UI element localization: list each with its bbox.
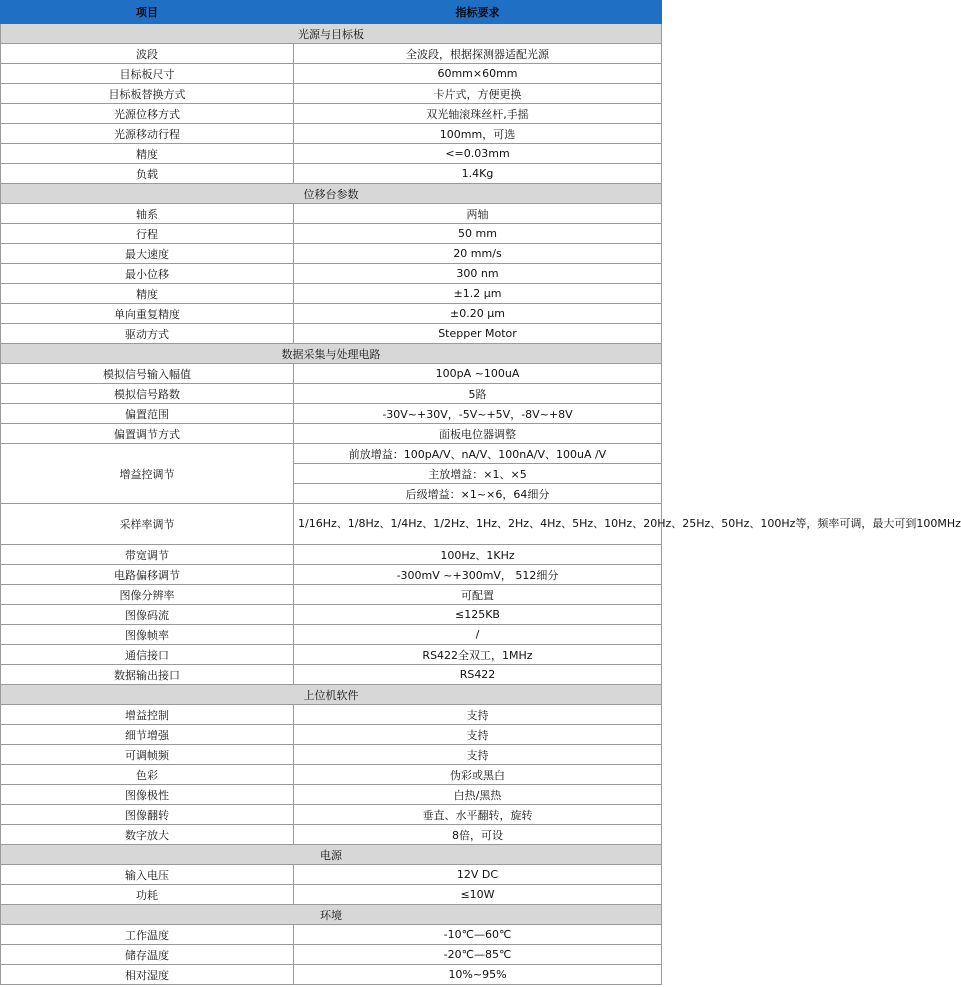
value-cell: 后级增益：×1~×6，64细分 (294, 484, 662, 504)
table-row (1, 324, 662, 344)
value-cell: 20 mm/s (294, 244, 662, 264)
table-row (1, 64, 662, 84)
table-row (1, 865, 662, 885)
table-row (1, 284, 662, 304)
value-cell: <=0.03mm (294, 144, 662, 164)
item-cell: 单向重复精度 (1, 304, 294, 324)
table-row (1, 925, 662, 945)
item-cell: 功耗 (1, 885, 294, 905)
table-row (1, 364, 662, 384)
value-cell: -10℃—60℃ (294, 925, 662, 945)
item-cell: 模拟信号路数 (1, 384, 294, 404)
item-cell: 储存温度 (1, 945, 294, 965)
item-cell: 光源位移方式 (1, 104, 294, 124)
value-cell: 60mm×60mm (294, 64, 662, 84)
table-row (1, 745, 662, 765)
item-cell: 通信接口 (1, 645, 294, 665)
item-cell: 精度 (1, 144, 294, 164)
table-row (1, 404, 662, 424)
value-cell: 支持 (294, 705, 662, 725)
item-cell: 偏置范围 (1, 404, 294, 424)
value-cell: 卡片式，方便更换 (294, 84, 662, 104)
section-row (1, 344, 662, 364)
item-cell: 图像帧率 (1, 625, 294, 645)
item-cell: 工作温度 (1, 925, 294, 945)
item-cell: 带宽调节 (1, 545, 294, 565)
item-cell: 行程 (1, 224, 294, 244)
table-row (1, 504, 662, 545)
item-cell: 波段 (1, 44, 294, 64)
value-cell: RS422 (294, 665, 662, 685)
item-cell: 细节增强 (1, 725, 294, 745)
item-cell: 可调帧频 (1, 745, 294, 765)
item-cell: 精度 (1, 284, 294, 304)
section-row (1, 184, 662, 204)
value-cell: ±0.20 μm (294, 304, 662, 324)
item-cell: 数据输出接口 (1, 665, 294, 685)
value-cell: 100pA ~100uA (294, 364, 662, 384)
item-cell: 最小位移 (1, 264, 294, 284)
value-cell: 1/16Hz、1/8Hz、1/4Hz、1/2Hz、1Hz、2Hz、4Hz、5Hz、10Hz、20Hz、25Hz、50Hz、100Hz等，频率可调，最大可到100MHz (294, 504, 662, 545)
value-cell: -300mV ~+300mV， 512细分 (294, 565, 662, 585)
value-cell: / (294, 625, 662, 645)
section-title: 数据采集与处理电路 (1, 344, 662, 364)
table-row (1, 665, 662, 685)
table-row (1, 805, 662, 825)
section-row (1, 845, 662, 865)
value-cell: -30V~+30V，-5V~+5V，-8V~+8V (294, 404, 662, 424)
item-cell: 数字放大 (1, 825, 294, 845)
value-cell: 前放增益：100pA/V、nA/V、100nA/V、100uA /V (294, 444, 662, 464)
value-cell: 两轴 (294, 204, 662, 224)
value-cell: Stepper Motor (294, 324, 662, 344)
table-row (1, 605, 662, 625)
value-cell: 12V DC (294, 865, 662, 885)
table-row (1, 224, 662, 244)
value-cell: 100mm，可选 (294, 124, 662, 144)
item-cell: 最大速度 (1, 244, 294, 264)
item-cell: 相对湿度 (1, 965, 294, 985)
table-row (1, 144, 662, 164)
header-item: 项目 (1, 1, 294, 24)
table-row (1, 625, 662, 645)
value-cell: 300 nm (294, 264, 662, 284)
item-cell: 增益控调节 (1, 444, 294, 504)
value-cell: 面板电位器调整 (294, 424, 662, 444)
value-cell: 伪彩或黑白 (294, 765, 662, 785)
table-row (1, 244, 662, 264)
section-title: 电源 (1, 845, 662, 865)
item-cell: 驱动方式 (1, 324, 294, 344)
value-cell: 支持 (294, 745, 662, 765)
header-requirement: 指标要求 (294, 1, 662, 24)
item-cell: 偏置调节方式 (1, 424, 294, 444)
table-row (1, 104, 662, 124)
item-cell: 图像极性 (1, 785, 294, 805)
section-title: 环境 (1, 905, 662, 925)
item-cell: 轴系 (1, 204, 294, 224)
table-row (1, 204, 662, 224)
value-cell: 双光轴滚珠丝杆,手摇 (294, 104, 662, 124)
table-row (1, 84, 662, 104)
table-row (1, 304, 662, 324)
item-cell: 图像码流 (1, 605, 294, 625)
table-row (1, 264, 662, 284)
table-row (1, 825, 662, 845)
item-cell: 光源移动行程 (1, 124, 294, 144)
table-row (1, 444, 662, 464)
item-cell: 采样率调节 (1, 504, 294, 545)
value-cell: ≤10W (294, 885, 662, 905)
item-cell: 电路偏移调节 (1, 565, 294, 585)
value-cell: 可配置 (294, 585, 662, 605)
table-row (1, 565, 662, 585)
value-cell: 10%~95% (294, 965, 662, 985)
value-cell: 垂直、水平翻转，旋转 (294, 805, 662, 825)
section-row (1, 905, 662, 925)
table-row (1, 785, 662, 805)
value-cell: 主放增益：×1、×5 (294, 464, 662, 484)
table-row (1, 124, 662, 144)
value-cell: 白热/黑热 (294, 785, 662, 805)
value-cell: 5路 (294, 384, 662, 404)
table-row (1, 945, 662, 965)
item-cell: 模拟信号输入幅值 (1, 364, 294, 384)
header-row (1, 1, 662, 24)
value-cell: RS422全双工，1MHz (294, 645, 662, 665)
section-title: 光源与目标板 (1, 24, 662, 44)
value-cell: 100Hz、1KHz (294, 545, 662, 565)
section-row (1, 24, 662, 44)
table-row (1, 885, 662, 905)
table-row (1, 585, 662, 605)
section-row (1, 685, 662, 705)
value-cell: 50 mm (294, 224, 662, 244)
value-cell: ≤125KB (294, 605, 662, 625)
value-cell: 1.4Kg (294, 164, 662, 184)
table-row (1, 725, 662, 745)
table-row (1, 424, 662, 444)
section-title: 上位机软件 (1, 685, 662, 705)
item-cell: 目标板替换方式 (1, 84, 294, 104)
table-row (1, 645, 662, 665)
value-cell: 支持 (294, 725, 662, 745)
item-cell: 色彩 (1, 765, 294, 785)
item-cell: 负载 (1, 164, 294, 184)
item-cell: 图像分辨率 (1, 585, 294, 605)
item-cell: 输入电压 (1, 865, 294, 885)
section-title: 位移台参数 (1, 184, 662, 204)
table-row (1, 965, 662, 985)
table-row (1, 44, 662, 64)
item-cell: 目标板尺寸 (1, 64, 294, 84)
table-row (1, 765, 662, 785)
item-cell: 增益控制 (1, 705, 294, 725)
table-row (1, 705, 662, 725)
table-row (1, 164, 662, 184)
item-cell: 图像翻转 (1, 805, 294, 825)
table-row (1, 545, 662, 565)
table-row (1, 384, 662, 404)
value-cell: -20℃—85℃ (294, 945, 662, 965)
value-cell: 8倍，可设 (294, 825, 662, 845)
value-cell: ±1.2 μm (294, 284, 662, 304)
value-cell: 全波段，根据探测器适配光源 (294, 44, 662, 64)
